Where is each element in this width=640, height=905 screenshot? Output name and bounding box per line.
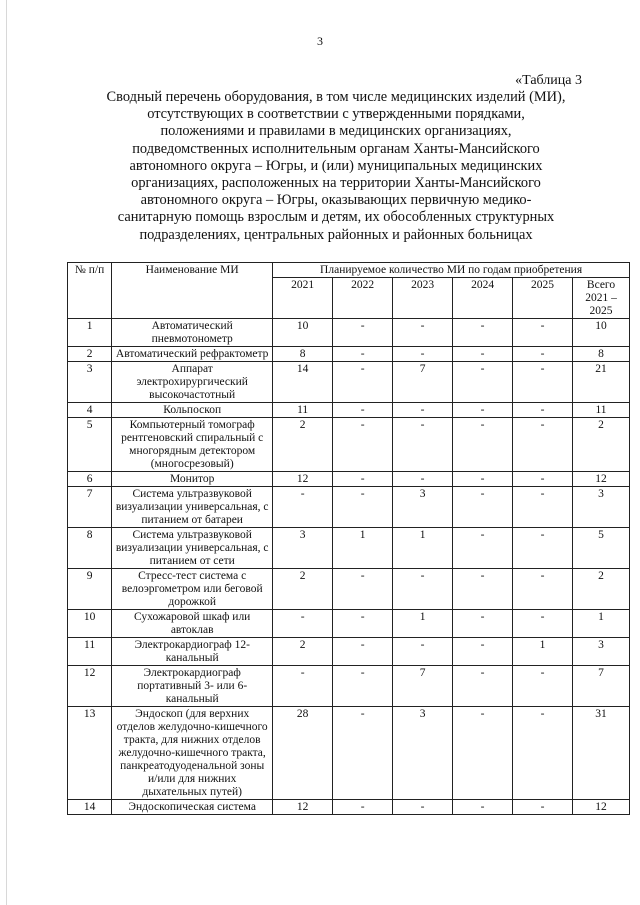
year-value: - [273,610,333,638]
year-value: 1 [393,610,453,638]
year-value: - [393,418,453,472]
year-value: 1 [333,528,393,569]
total-value: 10 [573,319,630,347]
year-value: 28 [273,707,333,800]
year-value: 3 [393,707,453,800]
table-row [68,362,630,403]
title-line: автономного округа – Югры, оказывающих первичную медико- [140,192,532,209]
row-number: 4 [68,403,112,418]
year-value: - [273,666,333,707]
item-name: Эндоскопическая система [112,800,273,815]
total-value: 3 [573,638,630,666]
total-value: 3 [573,487,630,528]
year-value: 11 [273,403,333,418]
scan-edge-line [6,0,7,905]
year-value: 10 [273,319,333,347]
year-value: - [453,666,513,707]
year-value: - [333,362,393,403]
item-name: Система ультразвуковой визуализации универсальная, с питанием от батареи [112,487,273,528]
header-year: 2023 [393,278,453,319]
year-value: - [333,666,393,707]
year-value: - [453,487,513,528]
title-line: подведомственных исполнительным органам Ханты-Мансийского [132,140,540,157]
header-num: № п/п [68,263,112,319]
year-value: - [393,800,453,815]
table-row [68,666,630,707]
page-number: 3 [317,34,323,48]
year-value: - [453,319,513,347]
year-value: - [513,403,573,418]
row-number: 10 [68,610,112,638]
item-name: Электрокардиограф 12-канальный [112,638,273,666]
table-row [68,347,630,362]
year-value: - [453,403,513,418]
total-value: 1 [573,610,630,638]
title-line: организациях, расположенных на территории Ханты-Мансийского [131,175,541,192]
title-line: положениями и правилами в медицинских организациях, [160,123,512,140]
row-number: 13 [68,707,112,800]
year-value: 1 [513,638,573,666]
year-value: 2 [273,418,333,472]
table-row [68,638,630,666]
year-value: - [393,319,453,347]
year-value: 12 [273,800,333,815]
year-value: - [453,610,513,638]
year-value: 14 [273,362,333,403]
year-value: - [333,418,393,472]
header-year: 2022 [333,278,393,319]
header-year: 2021 [273,278,333,319]
total-value: 7 [573,666,630,707]
year-value: - [513,707,573,800]
title-line: отсутствующих в соответствии с утвержденными порядками, [147,106,525,123]
year-value: - [513,319,573,347]
year-value: 12 [273,472,333,487]
year-value: 2 [273,569,333,610]
year-value: - [453,472,513,487]
year-value: - [453,418,513,472]
year-value: - [453,638,513,666]
year-value: 3 [393,487,453,528]
year-value: - [393,472,453,487]
year-value: 7 [393,362,453,403]
year-value: - [453,528,513,569]
item-name: Эндоскоп (для верхних отделов желудочно-кишечного тракта, для нижних отделов желудочно-кишечного тракта, панкреатодуоденальной зоны и/или для нижних дыхательных путей) [112,707,273,800]
total-value: 31 [573,707,630,800]
table-row [68,319,630,347]
header-year: 2024 [453,278,513,319]
item-name: Кольпоскоп [112,403,273,418]
year-value: 2 [273,638,333,666]
year-value: 8 [273,347,333,362]
year-value: 3 [273,528,333,569]
document-title [86,89,586,244]
year-value: - [513,362,573,403]
header-year: 2025 [513,278,573,319]
table-row [68,487,630,528]
table-row [68,800,630,815]
year-value: - [513,666,573,707]
year-value: - [333,347,393,362]
total-value: 12 [573,800,630,815]
year-value: 7 [393,666,453,707]
item-name: Стресс-тест система с велоэргометром или беговой дорожкой [112,569,273,610]
year-value: - [513,800,573,815]
row-number: 14 [68,800,112,815]
title-line: санитарную помощь взрослым и детям, их обособленных структурных [117,209,555,226]
item-name: Аппарат электрохирургический высокочастотный [112,362,273,403]
year-value: - [333,403,393,418]
table-row [68,418,630,472]
row-number: 7 [68,487,112,528]
row-number: 8 [68,528,112,569]
year-value: 1 [393,528,453,569]
header-total: Всего 2021 – 2025 [573,278,630,319]
year-value: - [453,800,513,815]
year-value: - [513,472,573,487]
title-line: Сводный перечень оборудования, в том числе медицинских изделий (МИ), [106,89,566,105]
total-value: 12 [573,472,630,487]
year-value: - [333,319,393,347]
row-number: 12 [68,666,112,707]
table-row [68,707,630,800]
year-value: - [333,707,393,800]
header-group: Планируемое количество МИ по годам приобретения [273,263,630,278]
table-label: «Таблица 3 [515,73,582,88]
equipment-table [67,262,630,815]
year-value: - [513,528,573,569]
table-row [68,569,630,610]
total-value: 2 [573,569,630,610]
header-name: Наименование МИ [112,263,273,319]
title-line: подразделениях, центральных районных и районных больницах [139,226,533,243]
item-name: Компьютерный томограф рентгеновский спиральный с многорядным детектором (многосрезовый) [112,418,273,472]
table-row [68,610,630,638]
year-value: - [513,418,573,472]
year-value: - [453,707,513,800]
table-row [68,403,630,418]
row-number: 2 [68,347,112,362]
row-number: 3 [68,362,112,403]
row-number: 6 [68,472,112,487]
item-name: Монитор [112,472,273,487]
year-value: - [453,362,513,403]
year-value: - [513,487,573,528]
year-value: - [453,569,513,610]
row-number: 1 [68,319,112,347]
year-value: - [333,569,393,610]
row-number: 9 [68,569,112,610]
year-value: - [333,800,393,815]
title-line: автономного округа – Югры, и (или) муниципальных медицинских [129,157,543,174]
year-value: - [513,569,573,610]
total-value: 11 [573,403,630,418]
total-value: 8 [573,347,630,362]
total-value: 21 [573,362,630,403]
year-value: - [393,403,453,418]
item-name: Сухожаровой шкаф или автоклав [112,610,273,638]
row-number: 5 [68,418,112,472]
year-value: - [393,347,453,362]
year-value: - [393,638,453,666]
item-name: Автоматический рефрактометр [112,347,273,362]
item-name: Система ультразвуковой визуализации универсальная, с питанием от сети [112,528,273,569]
year-value: - [393,569,453,610]
table-row [68,528,630,569]
item-name: Автоматический пневмотонометр [112,319,273,347]
year-value: - [333,638,393,666]
year-value: - [333,472,393,487]
header-row [68,263,630,278]
year-value: - [273,487,333,528]
table-row [68,472,630,487]
item-name: Электрокардиограф портативный 3- или 6-канальный [112,666,273,707]
row-number: 11 [68,638,112,666]
year-value: - [453,347,513,362]
year-value: - [513,610,573,638]
year-value: - [333,610,393,638]
year-value: - [333,487,393,528]
year-value: - [513,347,573,362]
total-value: 5 [573,528,630,569]
total-value: 2 [573,418,630,472]
